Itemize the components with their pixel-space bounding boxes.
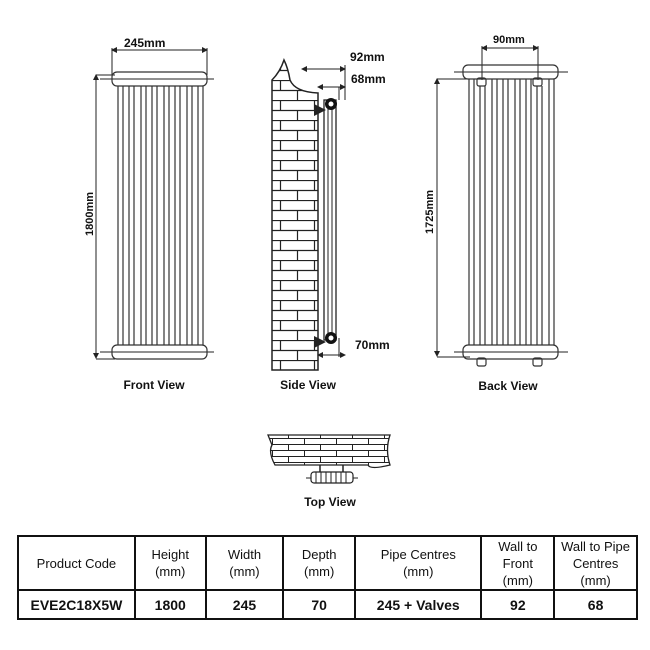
cell-product-code: EVE2C18X5W <box>18 590 135 619</box>
header-height: Height (mm) <box>135 536 206 590</box>
top-view-drawing <box>268 435 390 483</box>
cell-pipe-centres: 245 + Valves <box>355 590 481 619</box>
side-wall-to-front-dimension: 92mm <box>350 50 385 64</box>
back-view-drawing <box>437 46 568 366</box>
cell-wall-to-pipe-centres: 68 <box>554 590 637 619</box>
cell-wall-to-front: 92 <box>481 590 554 619</box>
front-height-dimension: 1800mm <box>84 191 96 237</box>
back-view-label: Back View <box>478 379 538 393</box>
header-wall-to-pipe-centres: Wall to Pipe Centres (mm) <box>554 536 637 590</box>
cell-width: 245 <box>206 590 284 619</box>
header-product-code: Product Code <box>18 536 135 590</box>
front-view-drawing <box>96 48 214 359</box>
table-header-row <box>18 536 637 590</box>
side-view-label: Side View <box>280 378 336 392</box>
cell-depth: 70 <box>283 590 355 619</box>
header-wall-to-front: Wall to Front (mm) <box>481 536 554 590</box>
back-pipe-centres-dimension: 90mm <box>493 34 525 46</box>
cell-height: 1800 <box>135 590 206 619</box>
top-view-label: Top View <box>304 495 356 509</box>
side-depth-dimension: 70mm <box>355 338 390 352</box>
back-height-dimension: 1725mm <box>424 189 436 235</box>
header-pipe-centres: Pipe Centres (mm) <box>355 536 481 590</box>
table-row <box>18 590 637 619</box>
side-view-drawing <box>272 60 345 370</box>
header-width: Width (mm) <box>206 536 284 590</box>
front-width-dimension: 245mm <box>124 36 166 50</box>
header-depth: Depth (mm) <box>283 536 355 590</box>
side-wall-to-pipe-dimension: 68mm <box>351 72 386 86</box>
front-view-label: Front View <box>123 378 185 392</box>
specification-table <box>17 535 638 620</box>
